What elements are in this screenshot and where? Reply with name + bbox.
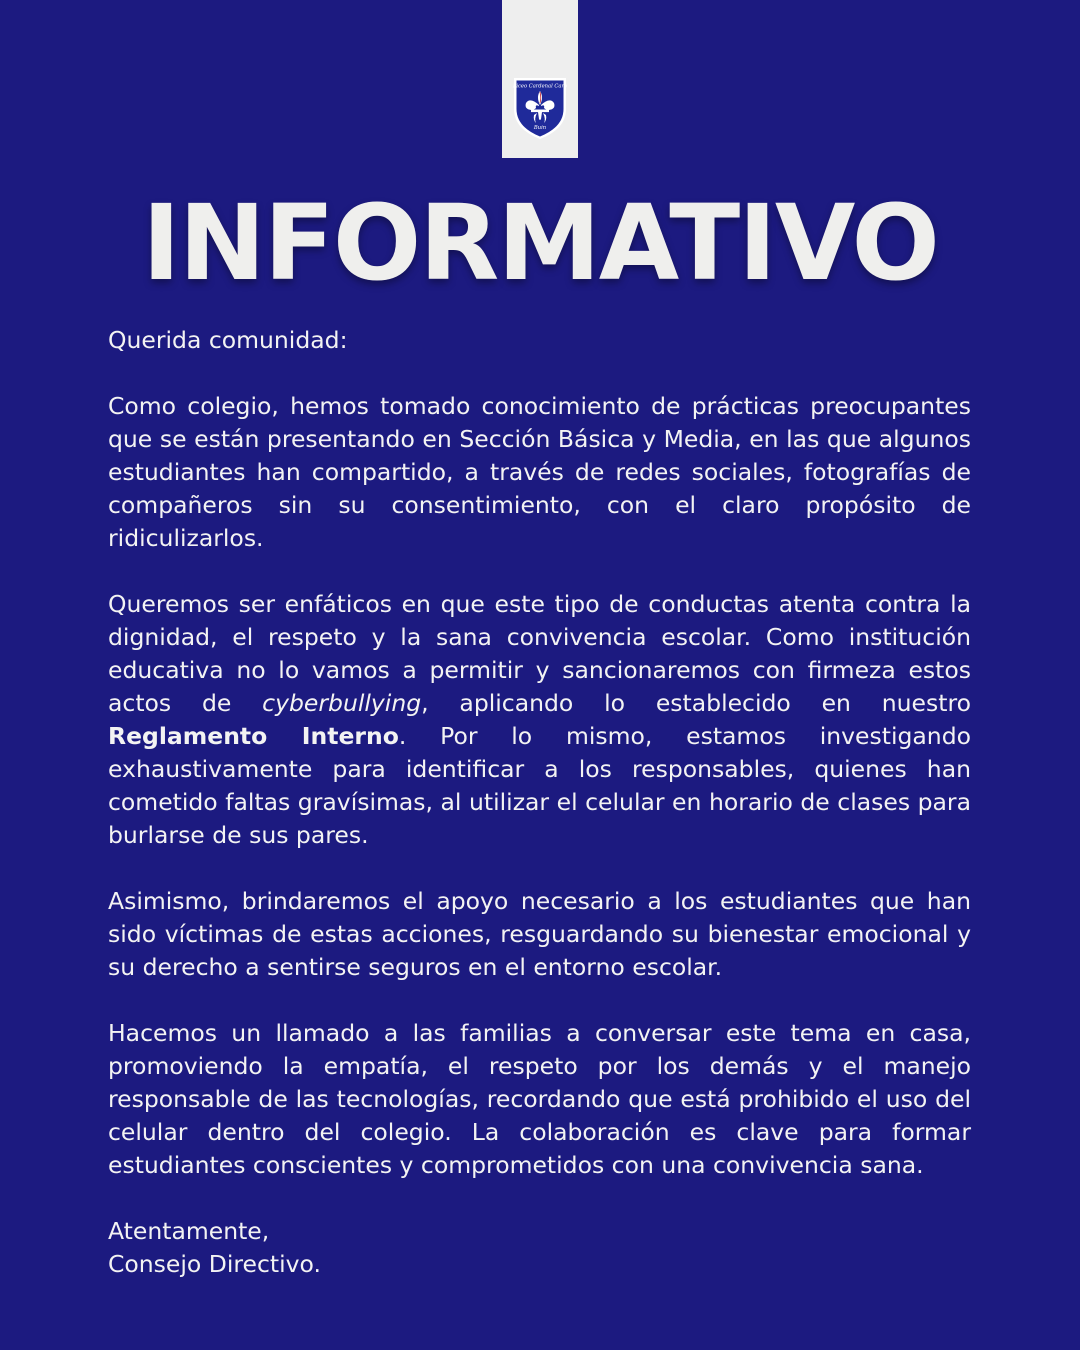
cyberbullying-term: cyberbullying (262, 689, 422, 717)
school-crest-logo (510, 75, 570, 141)
paragraph-2 (108, 588, 971, 852)
paragraph-2-text-b: , aplicando lo establecido en nuestro (421, 689, 971, 717)
letter-body (108, 324, 971, 1281)
paragraph-3: Asimismo, brindaremos el apoyo necesario a los estudiantes que han sido víctimas de estas acciones, resguardando su bienestar emocional y su derecho a sentirse seguros en el entorno escolar. (108, 887, 971, 981)
closing-salutation: Atentamente, (108, 1217, 270, 1245)
closing-signature: Consejo Directivo. (108, 1250, 321, 1278)
reglamento-interno-term: Reglamento Interno (108, 722, 399, 750)
crest-text-bottom: Buin (533, 125, 547, 131)
closing (108, 1215, 971, 1281)
logo-tab (502, 0, 578, 158)
paragraph-2-text-c: . Por lo mismo, estamos investigando exhaustivamente para identificar a los responsables, quienes han cometido faltas gravísimas, al utilizar el celular en horario de clases para burlarse de sus pares. (108, 722, 971, 849)
crest-text-top: Liceo Cardenal Caro (512, 83, 568, 90)
paragraph-4: Hacemos un llamado a las familias a conversar este tema en casa, promoviendo la empatía, el respeto por los demás y el manejo responsable de las tecnologías, recordando que está prohibido el uso del celular dentro del colegio. La colaboración es clave para formar estudiantes conscientes y comprometidos con una convivencia sana. (108, 1019, 971, 1179)
paragraph-2-text-a: Queremos ser enfáticos en que este tipo de conductas atenta contra la dignidad, el respeto y la sana convivencia escolar. Como institución educativa no lo vamos a permitir y sancionaremos con firmeza estos actos de (108, 590, 971, 717)
page-title: INFORMATIVO (142, 182, 938, 304)
paragraph-1: Como colegio, hemos tomado conocimiento de prácticas preocupantes que se están presentando en Sección Básica y Media, en las que algunos estudiantes han compartido, a través de redes sociales, fotografías de compañeros sin su consentimiento, con el claro propósito de ridiculizarlos. (108, 392, 971, 552)
greeting: Querida comunidad: (108, 326, 348, 354)
